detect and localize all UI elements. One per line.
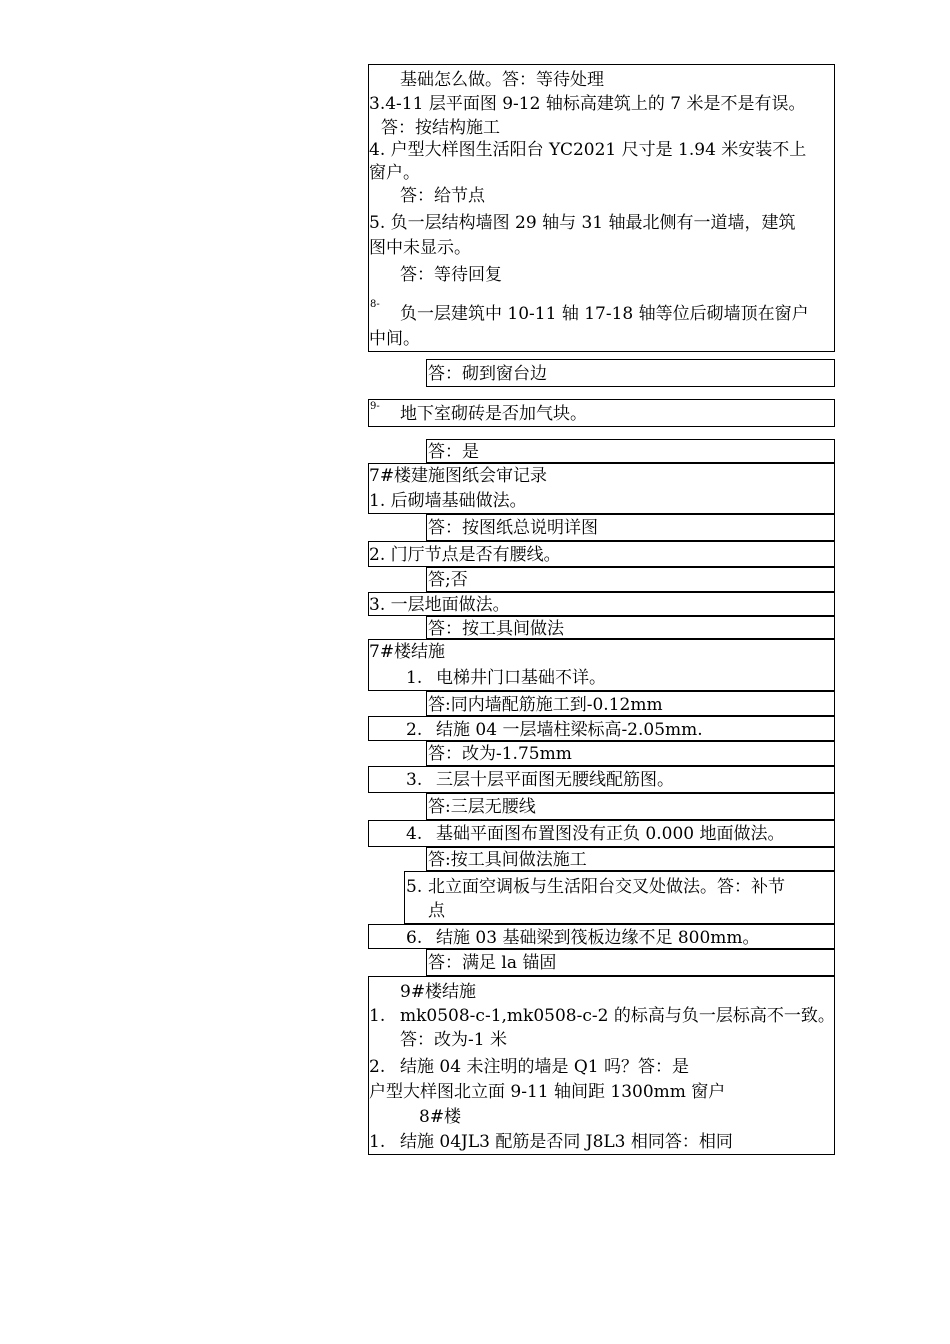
s7-q2: 结施 04 一层墙柱梁标高-2.05mm. xyxy=(436,720,703,740)
b8-q1-number: 1. xyxy=(369,1132,386,1152)
b7-arch-a1: 答：按图纸总说明详图 xyxy=(428,518,598,538)
s7-a1-cell xyxy=(426,691,835,716)
b7-arch-title: 7#楼建施图纸会审记录 xyxy=(369,466,548,486)
b8-title: 8#楼 xyxy=(419,1107,462,1127)
q8-number: 8- xyxy=(370,299,380,310)
s7-a4: 答:按工具间做法施工 xyxy=(428,850,587,870)
line-a3: 答：按结构施工 xyxy=(381,118,500,138)
s7-q2-cell xyxy=(368,716,835,741)
s7-q4-cell xyxy=(368,820,835,847)
b7-arch-q3-cell xyxy=(368,592,835,616)
answer-8: 答：砌到窗台边 xyxy=(428,364,547,384)
question-9: 地下室砌砖是否加气块。 xyxy=(400,404,587,424)
s7-a4-cell xyxy=(426,847,835,871)
answer-8-cell xyxy=(426,359,835,387)
s7-title: 7#楼结施 xyxy=(369,642,446,662)
line-q3: 3.4-11 层平面图 9-12 轴标高建筑上的 7 米是不是有误。 xyxy=(369,94,806,114)
s7-q4: 基础平面图布置图没有正负 0.000 地面做法。 xyxy=(436,824,785,844)
b9-block xyxy=(368,976,835,1155)
line-q5: 5. 负一层结构墙图 29 轴与 31 轴最北侧有一道墙，建筑 xyxy=(369,213,796,233)
s7-q6-cell xyxy=(368,924,835,949)
s7-q5-cell xyxy=(404,871,835,924)
b9-note: 户型大样图北立面 9-11 轴间距 1300mm 窗户 xyxy=(369,1082,726,1102)
line-a5: 答：等待回复 xyxy=(400,265,502,285)
b7-arch-a3-cell xyxy=(426,616,835,639)
s7-q4-number: 4. xyxy=(406,824,423,844)
line-q4-cont: 窗户。 xyxy=(369,163,420,183)
s7-a1: 答:同内墙配筋施工到-0.12mm xyxy=(428,695,663,715)
q9-number: 9- xyxy=(370,401,380,412)
answer-9-cell xyxy=(426,439,835,463)
b9-a1: 答：改为-1 米 xyxy=(400,1030,507,1050)
b7-arch-q3: 3. 一层地面做法。 xyxy=(369,595,510,615)
line-a4: 答：给节点 xyxy=(400,186,485,206)
s7-a6: 答：满足 la 锚固 xyxy=(428,953,557,973)
b9-q1-number: 1. xyxy=(369,1006,386,1026)
s7-q5-line2: 点 xyxy=(428,901,445,921)
s7-q3-number: 3. xyxy=(406,770,423,790)
b9-q2-number: 2. xyxy=(369,1057,386,1077)
answer-9: 答：是 xyxy=(428,442,479,462)
line-q8: 负一层建筑中 10-11 轴 17-18 轴等位后砌墙顶在窗户 xyxy=(400,304,809,324)
s7-q2-number: 2. xyxy=(406,720,423,740)
b7-arch-a1-cell xyxy=(426,514,835,541)
s7-a3: 答:三层无腰线 xyxy=(428,797,536,817)
s7-q1-number: 1. xyxy=(406,668,423,688)
s7-a2: 答：改为-1.75mm xyxy=(428,744,572,764)
line-foundation: 基础怎么做。答：等待处理 xyxy=(400,70,604,90)
question-9-cell xyxy=(368,399,835,427)
b8-q1: 结施 04JL3 配筋是否同 J8L3 相同答：相同 xyxy=(400,1132,733,1152)
b7-arch-a3: 答：按工具间做法 xyxy=(428,619,564,639)
s7-q3: 三层十层平面图无腰线配筋图。 xyxy=(436,770,674,790)
line-q4: 4. 户型大样图生活阳台 YC2021 尺寸是 1.94 米安装不上 xyxy=(369,140,807,160)
b7-arch-a2-cell xyxy=(426,567,835,592)
b7-arch-q2-cell xyxy=(368,541,835,567)
line-q5-cont: 图中未显示。 xyxy=(369,238,471,258)
s7-q5-line1: 北立面空调板与生活阳台交叉处做法。答：补节 xyxy=(428,877,785,897)
s7-a2-cell xyxy=(426,741,835,766)
b9-q2: 结施 04 未注明的墙是 Q1 吗？答：是 xyxy=(400,1057,689,1077)
b9-q1: mk0508-c-1,mk0508-c-2 的标高与负一层标高不一致。 xyxy=(400,1006,835,1026)
s7-a3-cell xyxy=(426,793,835,820)
s7-q6-number: 6. xyxy=(406,928,423,948)
s7-header-cell xyxy=(368,639,835,691)
s7-q1: 电梯井门口基础不详。 xyxy=(436,668,606,688)
s7-q3-cell xyxy=(368,766,835,793)
questions-block-1 xyxy=(368,64,835,352)
b7-arch-a2: 答;否 xyxy=(428,570,468,590)
s7-q6: 结施 03 基础梁到筏板边缘不足 800mm。 xyxy=(436,928,760,948)
b7-arch-q1: 1. 后砌墙基础做法。 xyxy=(369,491,527,511)
s7-a6-cell xyxy=(426,949,835,976)
b7-arch-header-cell xyxy=(368,463,835,514)
s7-q5-number: 5. xyxy=(406,877,423,897)
line-q8-cont: 中间。 xyxy=(369,329,420,349)
b7-arch-q2: 2. 门厅节点是否有腰线。 xyxy=(369,545,561,565)
b9-title: 9#楼结施 xyxy=(400,982,477,1002)
